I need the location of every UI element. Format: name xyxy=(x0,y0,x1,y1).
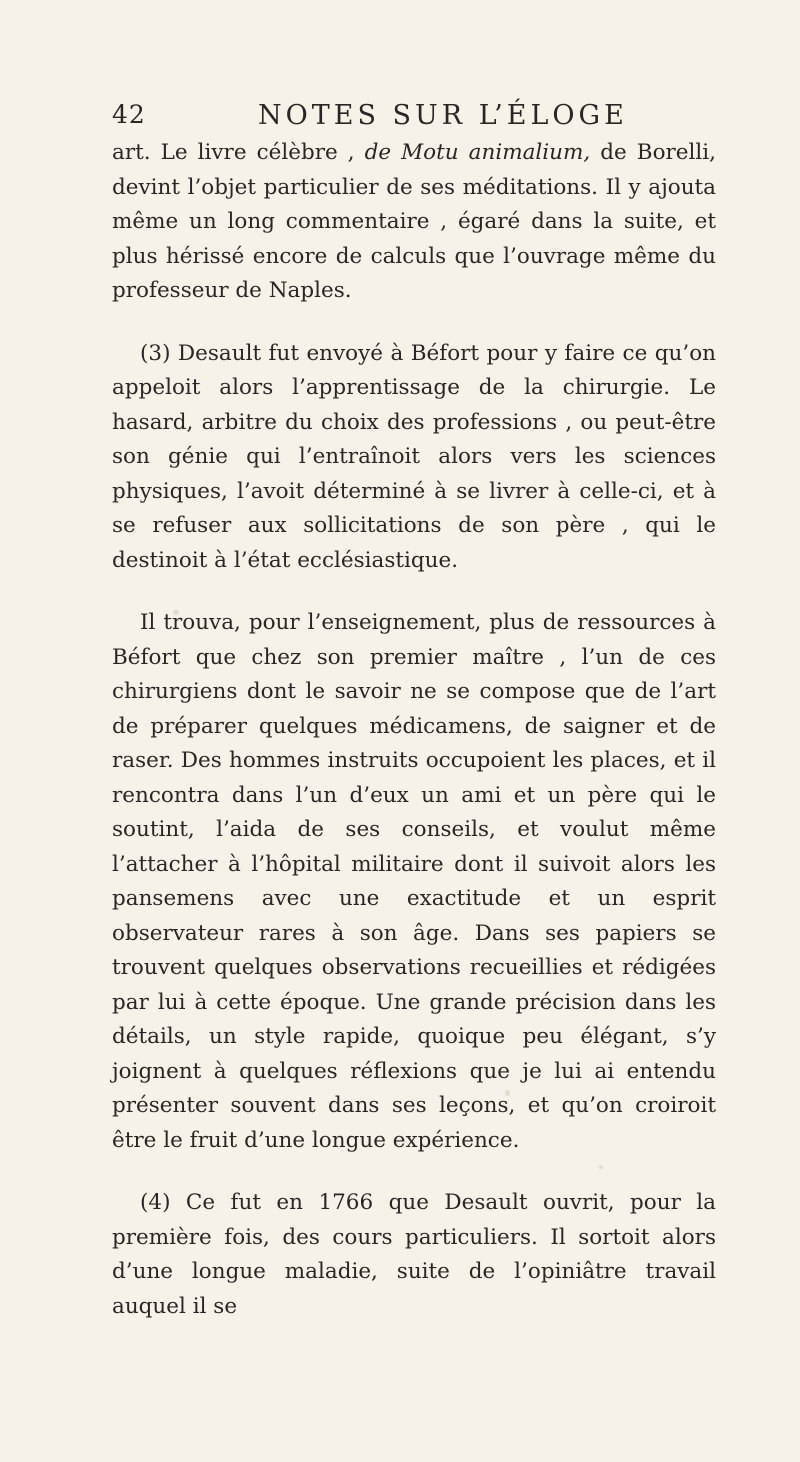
running-title: NOTES SUR L’ÉLOGE xyxy=(258,100,628,131)
paragraph-1 xyxy=(112,136,716,309)
paragraph-1-end: de Borelli, devint l’objet particulier de ses méditations. Il y ajouta même un long commentaire , égaré dans la suite, et plus hérissé encore de calculs que l’ouvrage même du professeur de Naples. xyxy=(112,140,716,303)
page-header xyxy=(112,72,722,131)
book-title-italic: de Motu animalium, xyxy=(364,140,591,165)
paragraph-1-start: art. Le livre célèbre , xyxy=(112,140,365,165)
paragraph-4-note-4: (4) Ce fut en 1766 que Desault ouvrit, pour la première fois, des cours particuliers. Il sortoit alors d’une longue maladie, suite de l’opiniâtre travail auquel il se xyxy=(112,1190,716,1319)
body-text xyxy=(112,136,716,1324)
page-number: 42 xyxy=(112,100,146,129)
paragraph-2-note-3: (3) Desault fut envoyé à Béfort pour y faire ce qu’on appeloit alors l’apprentissage de la chirurgie. Le hasard, arbitre du choix des professions , ou peut-être son génie qui l’entraînoit alors vers les sciences physiques, l’avoit déterminé à se livrer à celle-ci, et à se refuser aux sollicitations de son père , qui le destinoit à l’état ecclésiastique. xyxy=(112,340,716,573)
paragraph-3: Il trouva, pour l’enseignement, plus de ressources à Béfort que chez son premier maître , l’un de ces chirurgiens dont le savoir ne se compose que de l’art de préparer quelques médicamens, de saigner et de raser. Des hommes instruits occupoient les places, et il rencontra dans l’un d’eux un ami et un père qui le soutint, l’aida de ses conseils, et voulut même l’attacher à l’hôpital militaire dont il suivoit alors les pansemens avec une exactitude et un esprit observateur rares à son âge. Dans ses papiers se trouvent quelques observations recueillies et rédigées par lui à cette époque. Une grande précision dans les détails, un style rapide, quoique peu élégant, s’y joignent à quelques réflexions que je lui ai entendu présenter souvent dans ses leçons, et qu’on croiroit être le fruit d’une longue expérience. xyxy=(112,610,716,1153)
paper-speck xyxy=(173,610,179,615)
paper-speck xyxy=(415,520,423,526)
paper-speck xyxy=(505,1090,510,1096)
paper-speck xyxy=(599,1165,603,1169)
